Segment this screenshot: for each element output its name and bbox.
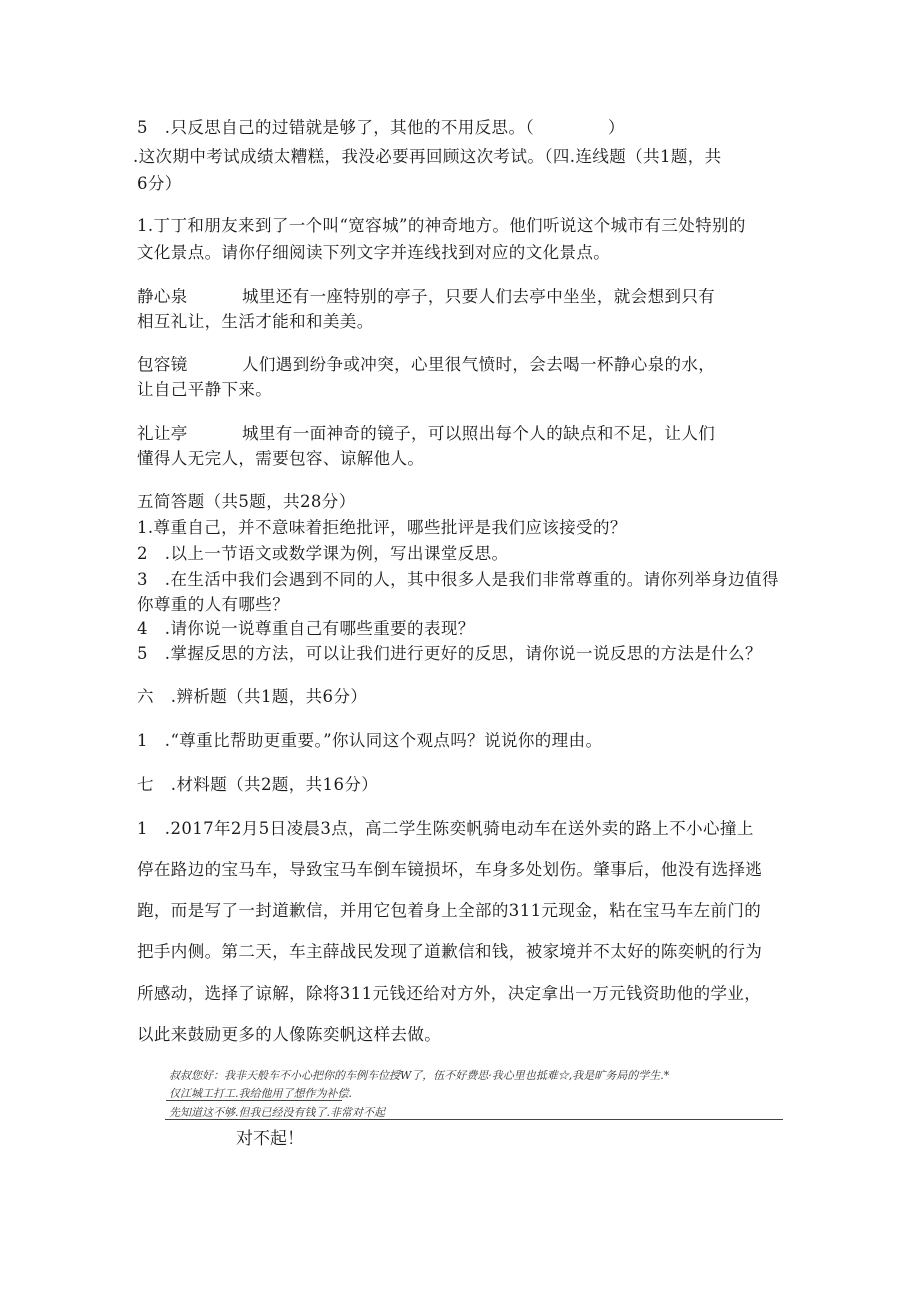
material-line-3: 跑，而是写了一封道歉信，并用它包着身上全部的311元现金，粘在宝马车左前门的 bbox=[137, 901, 762, 920]
section5-q3-line2: 你尊重的人有哪些？ bbox=[137, 595, 290, 614]
matching-pair-1 bbox=[137, 283, 715, 307]
material-line-1: 1 .2017年2月5日凌晨3点，高二学生陈奕帆骑电动车在送外卖的路上不小心撞上 bbox=[137, 819, 754, 838]
letter-signoff: 对不起！ bbox=[236, 1129, 304, 1149]
matching-pair-2 bbox=[137, 351, 715, 375]
section4-item6-line2: 6分） bbox=[137, 174, 182, 193]
section6-heading: 六 .辨析题（共1题，共6分） bbox=[137, 687, 368, 706]
matching-term: 静心泉 bbox=[137, 287, 188, 306]
letter-line-1: 叔叔您好：我非天般车不小心把你的车例车位授W了，伍不好费思·我心里也抵难☆,我是旷务局的学生.* bbox=[169, 1069, 670, 1082]
section4-item5: 5 .只反思自己的过错就是够了，其他的不用反思。（ ） bbox=[137, 118, 625, 137]
section6-q1: 1 .“尊重比帮助更重要。”你认同这个观点吗？说说你的理由。 bbox=[137, 731, 603, 750]
material-line-5: 所感动，选择了谅解，除将311元钱还给对方外，决定拿出一万元钱资助他的学业， bbox=[137, 984, 762, 1003]
matching-pair-3 bbox=[137, 420, 715, 444]
material-line-4: 把手内侧。第二天，车主薛战民发现了道歉信和钱，被家境并不太好的陈奕帆的行为 bbox=[137, 942, 763, 961]
matching-term: 包容镜 bbox=[137, 355, 188, 374]
letter-line-2: 仅江城工打工.我给他用了想作为补偿. bbox=[169, 1087, 352, 1100]
matching-question-line1: 1.丁丁和朋友来到了一个叫“宽容城”的神奇地方。他们听说这个城市有三处特别的 bbox=[137, 216, 746, 235]
letter-underline-1 bbox=[166, 1100, 342, 1101]
section7-heading: 七 .材料题（共2题，共16分） bbox=[137, 775, 379, 794]
matching-pair-1-cont: 相互礼让，生活才能和和美美。 bbox=[137, 312, 374, 331]
material-line-2: 停在路边的宝马车，导致宝马车倒车镜损坏，车身多处划伤。肇事后，他没有选择逃 bbox=[137, 860, 763, 879]
matching-pair-3-cont: 懂得人无完人，需要包容、谅解他人。 bbox=[137, 449, 425, 468]
section5-q4: 4 .请你说一说尊重自己有哪些重要的表现？ bbox=[137, 619, 475, 638]
letter-line-3: 先知道这不够.但我已经没有钱了.非常对不起 bbox=[169, 1106, 385, 1119]
section5-q5: 5 .掌握反思的方法，可以让我们进行更好的反思，请你说一说反思的方法是什么？ bbox=[137, 644, 762, 663]
matching-description: 人们遇到纷争或冲突，心里很气愤时，会去喝一杯静心泉的水， bbox=[242, 355, 716, 374]
matching-description: 城里有一面神奇的镜子，可以照出每个人的缺点和不足，让人们 bbox=[242, 424, 716, 443]
matching-description: 城里还有一座特别的亭子，只要人们去亭中坐坐，就会想到只有 bbox=[242, 287, 716, 306]
material-line-6: 以此来鼓励更多的人像陈奕帆这样去做。 bbox=[137, 1025, 442, 1044]
letter-underline-2 bbox=[165, 1119, 783, 1120]
section5-heading: 五简答题（共5题，共28分） bbox=[137, 492, 356, 511]
section4-item6-line1: .这次期中考试成绩太糟糕，我没必要再回顾这次考试。（四.连线题（共1题，共 bbox=[133, 147, 722, 166]
section5-q1: 1.尊重自己，并不意味着拒绝批评，哪些批评是我们应该接受的？ bbox=[137, 518, 627, 537]
matching-term: 礼让亭 bbox=[137, 424, 188, 443]
section5-q2: 2 .以上一节语文或数学课为例，写出课堂反思。 bbox=[137, 544, 509, 563]
apology-letter bbox=[165, 1064, 783, 1124]
section5-q3-line1: 3 .在生活中我们会遇到不同的人，其中很多人是我们非常尊重的。请你列举身边值得 bbox=[137, 570, 779, 589]
matching-pair-2-cont: 让自己平静下来。 bbox=[137, 380, 273, 399]
matching-question-line2: 文化景点。请你仔细阅读下列文字并连线找到对应的文化景点。 bbox=[137, 243, 611, 262]
